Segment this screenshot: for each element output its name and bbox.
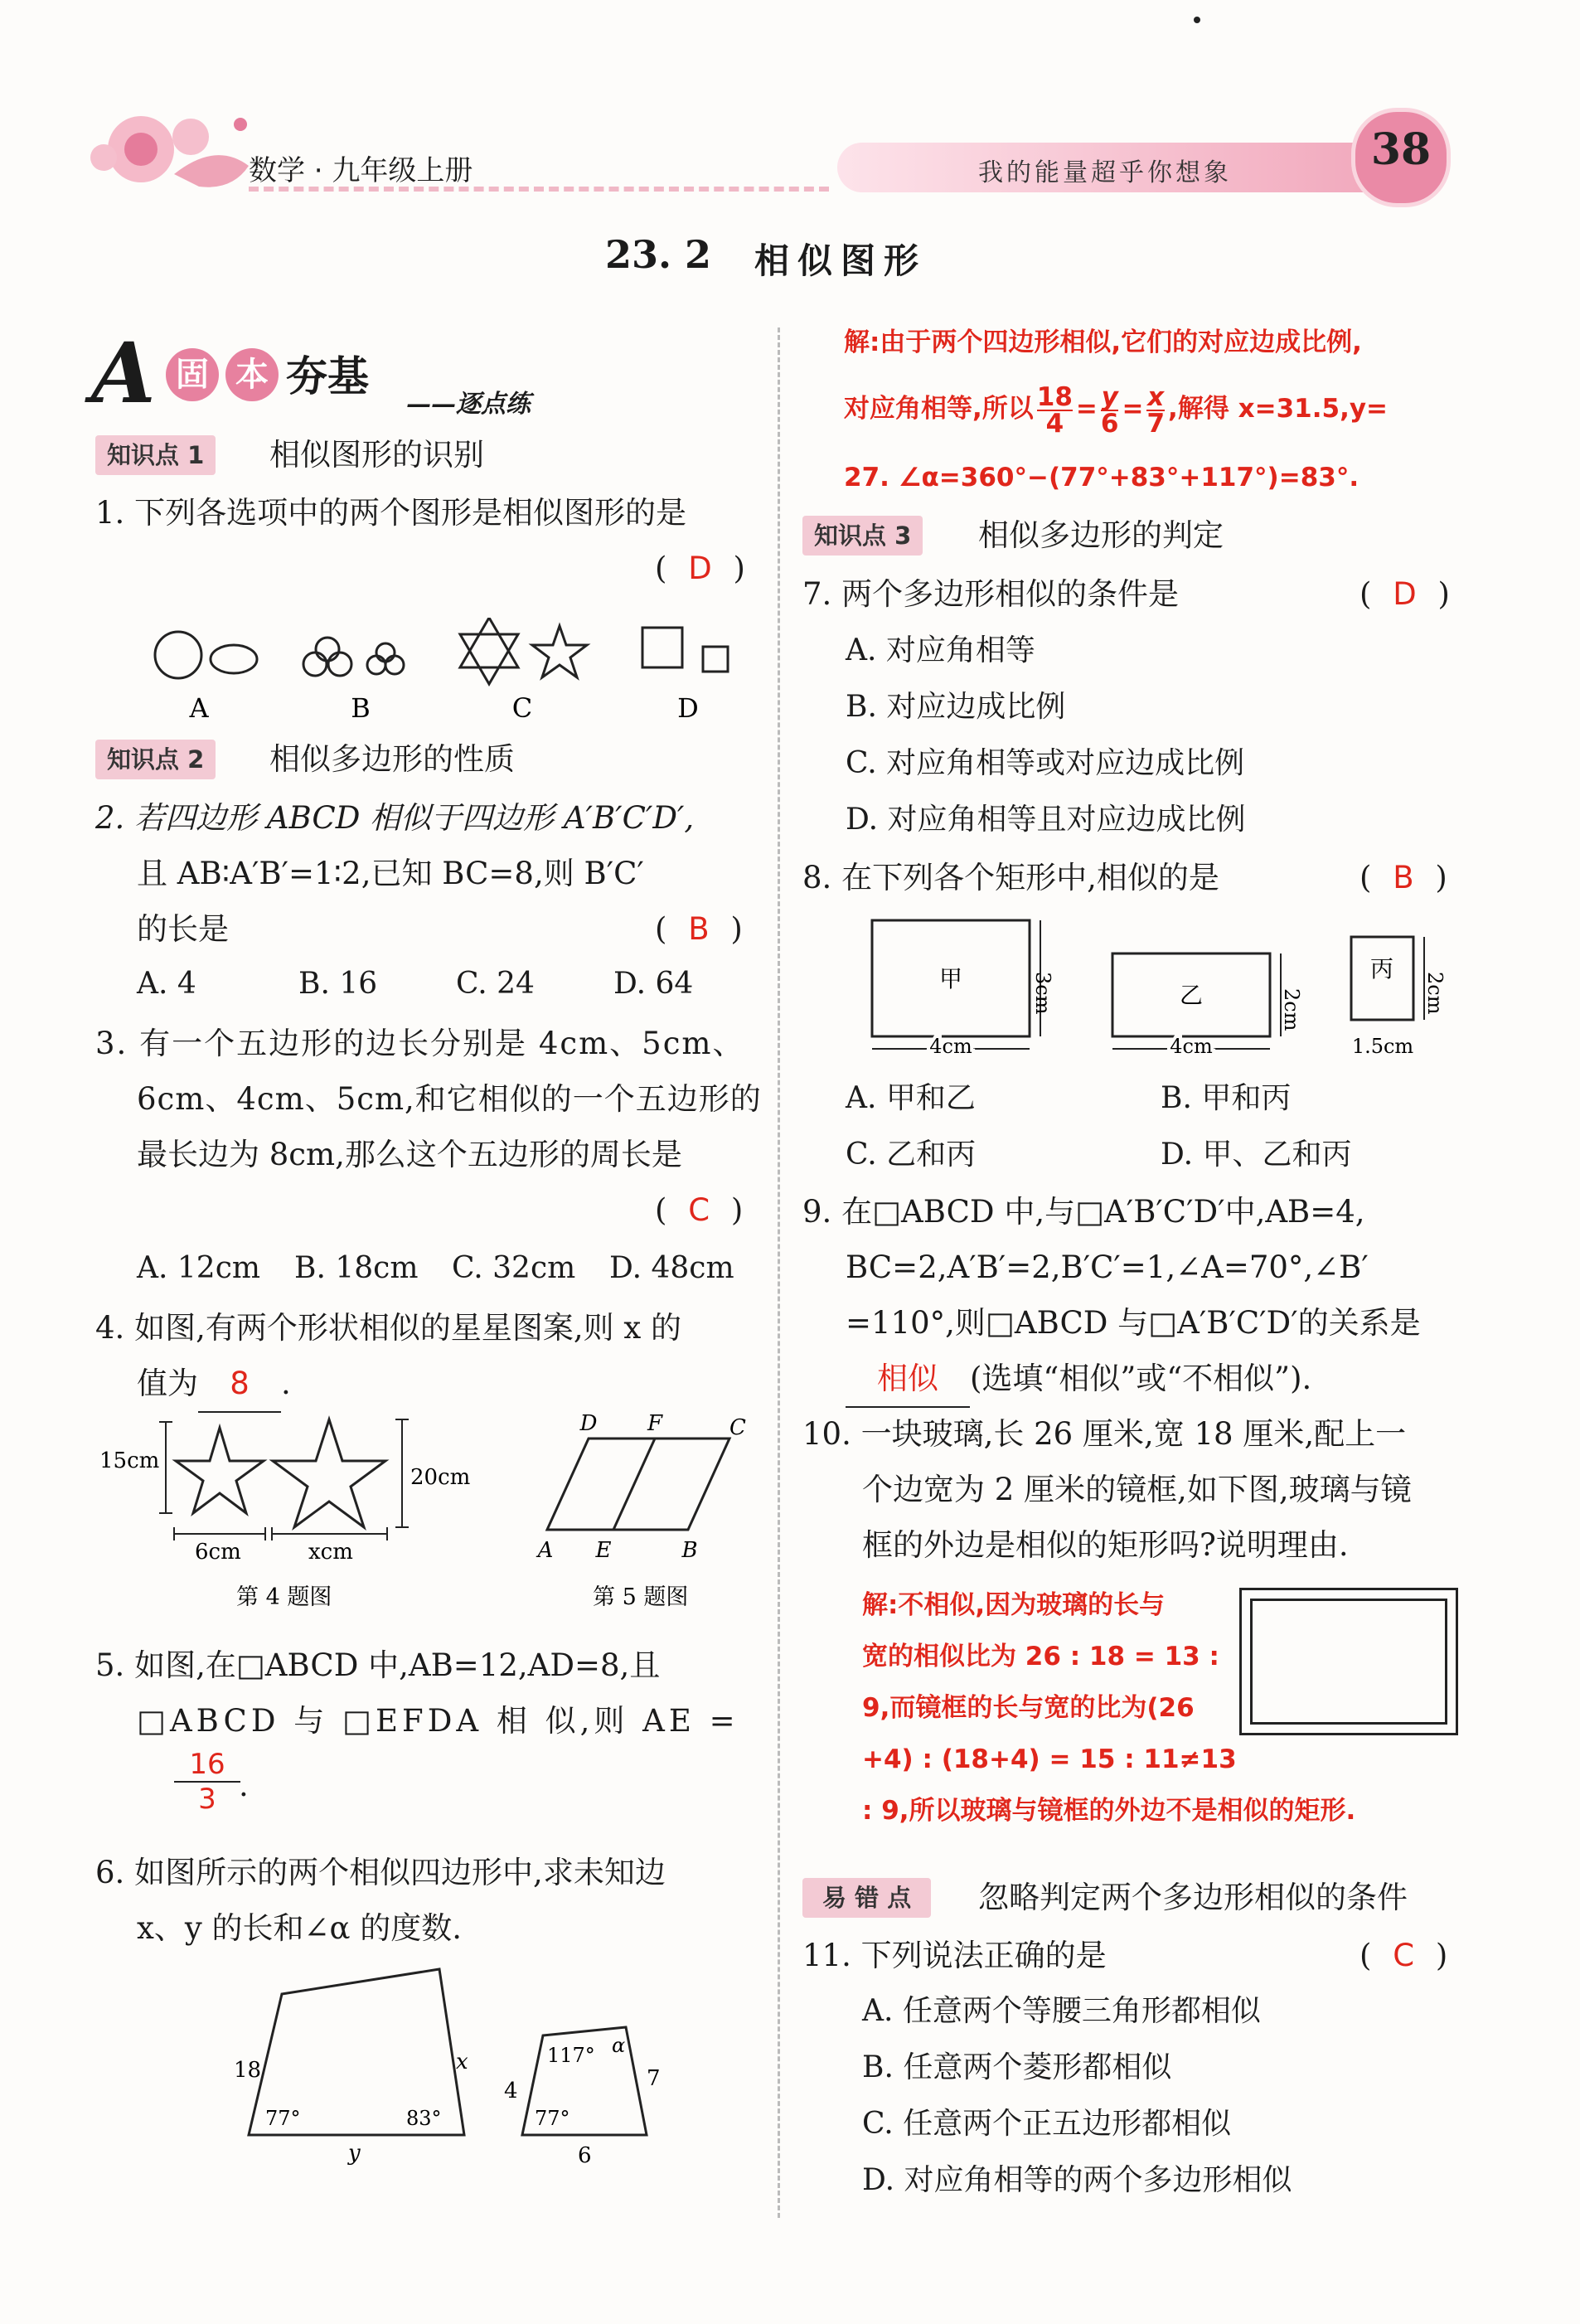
part-a-badge-1: 固 (166, 348, 219, 401)
fig4-w2: xcm (308, 1540, 353, 1565)
q6-fig-83: 83° (406, 2107, 442, 2130)
q10-line-2: 个边宽为 2 厘米的镜框,如下图,玻璃与镜 (862, 1472, 1412, 1507)
q11-text: 11. 下列说法正确的是 (802, 1938, 1107, 1973)
fig4-h1: 15cm (99, 1448, 160, 1473)
part-a-badge-2: 本 (225, 348, 279, 401)
q1-label-c: C (511, 692, 533, 724)
q10-frame-outer (1239, 1588, 1458, 1735)
sol10-line-2: 宽的相似比为 26 : 18 = 13 : (862, 1642, 1219, 1671)
q8-rect-3-width: 1.5cm (1351, 1035, 1414, 1058)
q11-answer: C (1393, 1938, 1415, 1973)
q8-rect-2-width: 4cm (1170, 1035, 1213, 1058)
q3-answer-slot (655, 1182, 754, 1238)
q10-line-3: 框的外边是相似的矩形吗?说明理由. (862, 1527, 1349, 1563)
q11-option-a: A. 任意两个等腰三角形都相似 (862, 1994, 1261, 2028)
sol10-line-4: +4) : (18+4) = 15 : 11≠13 (862, 1744, 1237, 1774)
q8-lparen: ( (1359, 860, 1372, 895)
q4-prefix: 值为 (137, 1366, 198, 1401)
section-title: 相似图形 (754, 240, 928, 281)
fig4-w1: 6cm (195, 1540, 241, 1565)
q8-option-a: A. 甲和乙 (846, 1081, 976, 1115)
q6-fig-4: 4 (504, 2079, 518, 2103)
knowledge-title-1: 相似图形的识别 (269, 437, 484, 473)
q11-answer-slot (1359, 1928, 1467, 1983)
q2-line-1: 2. 若四边形 ABCD 相似于四边形 A′B′C′D′, (95, 800, 695, 836)
part-a-letter: A (91, 324, 156, 422)
q7-option-b: B. 对应边成比例 (846, 690, 1066, 724)
q5-line-2: □ABCD 与 □EFDA 相 似,则 AE = (137, 1703, 739, 1739)
header-slogan: 我的能量超乎你想象 (978, 158, 1232, 187)
q2-line-2: 且 AB∶A′B′=1∶2,已知 BC=8,则 B′C′ (137, 856, 644, 891)
q3-line-1: 3. 有一个五边形的边长分别是 4cm、5cm、 (95, 1026, 745, 1061)
q2-option-a: A. 4 (137, 967, 196, 1001)
q3-option-c: C. 32cm (452, 1251, 576, 1285)
part-a-title: 夯基 (286, 352, 369, 400)
q6-fig-x: x (456, 2050, 468, 2074)
knowledge-tag-2: 知识点 2 (95, 740, 216, 779)
q8-text: 8. 在下列各个矩形中,相似的是 (802, 860, 1219, 895)
q6-figure (224, 1961, 688, 2176)
q4-line-2 (137, 1356, 291, 1413)
sol6-line-1: 解:由于两个四边形相似,它们的对应边成比例, (844, 327, 1362, 357)
q2-line-3: 的长是 (137, 911, 229, 947)
q1-answer-slot (655, 541, 754, 596)
q7-text: 7. 两个多边形相似的条件是 (802, 576, 1180, 612)
dot-mark (1194, 17, 1200, 23)
q4-line-1: 4. 如图,有两个形状相似的星星图案,则 x 的 (95, 1310, 681, 1346)
knowledge-title-3: 相似多边形的判定 (978, 517, 1224, 553)
sol10-line-5: : 9,所以玻璃与镜框的外边不是相似的矩形. (862, 1796, 1356, 1826)
q8-option-b: B. 甲和丙 (1161, 1081, 1292, 1115)
q8-rect-1-label: 甲 (938, 965, 963, 992)
q7-option-d: D. 对应角相等且对应边成比例 (846, 803, 1246, 837)
q3-answer: C (688, 1192, 710, 1228)
q1-text: 1. 下列各选项中的两个图形是相似图形的是 (95, 495, 687, 531)
q5-answer-numerator: 16 (189, 1748, 225, 1781)
error-tag: 易 错 点 (802, 1878, 931, 1918)
q2-option-b: B. 16 (298, 967, 378, 1001)
q4-suffix: . (281, 1366, 291, 1401)
q5-tail: . (239, 1768, 249, 1803)
q7-rparen: ) (1437, 576, 1450, 612)
q7-answer: D (1393, 576, 1417, 612)
q6-fig-18: 18 (234, 2058, 262, 2083)
q8-answer-slot (1359, 850, 1467, 905)
q8-answer: B (1393, 860, 1414, 895)
header-dashed-line (249, 187, 829, 192)
q3-line-2: 6cm、4cm、5cm,和它相似的一个五边形的 (137, 1081, 762, 1117)
sol6-frac-1 (1036, 381, 1073, 439)
q6-fig-77: 77° (265, 2107, 301, 2130)
q1-label-b: B (351, 692, 371, 724)
q9-answer: 相似 (846, 1351, 970, 1408)
sol6-line-3: 27. ∠α=360°−(77°+83°+117°)=83°. (844, 463, 1359, 492)
knowledge-tag-3: 知识点 3 (802, 516, 923, 556)
q1-label-a: A (189, 692, 209, 724)
q11-option-c: C. 任意两个正五边形都相似 (862, 2107, 1232, 2141)
part-a-subtitle: ——逐点练 (406, 390, 531, 419)
q9-line-3: =110°,则□ABCD 与□A′B′C′D′的关系是 (846, 1305, 1421, 1341)
q2-answer-slot (655, 901, 754, 957)
q5-answer-denominator: 3 (198, 1783, 216, 1816)
q6-fig-alpha: α (612, 2034, 626, 2057)
fig4-h2: 20cm (410, 1465, 471, 1490)
q6-line-2: x、y 的长和∠α 的度数. (137, 1910, 463, 1946)
q1-label-d: D (677, 692, 699, 724)
q7-lparen: ( (1359, 576, 1372, 612)
q3-line-3: 最长边为 8cm,那么这个五边形的周长是 (137, 1137, 682, 1172)
q4-answer: 8 (198, 1356, 281, 1413)
fig5-c: C (729, 1415, 746, 1440)
q11-rparen: ) (1435, 1938, 1448, 1973)
q8-option-c: C. 乙和丙 (846, 1138, 977, 1172)
q2-rparen: ) (730, 911, 743, 947)
q11-option-b: B. 任意两个菱形都相似 (862, 2050, 1172, 2084)
q9-line-2: BC=2,A′B′=2,B′C′=1,∠A=70°,∠B′ (846, 1249, 1369, 1285)
sol10-line-3: 9,而镜框的长与宽的比为(26 (862, 1693, 1195, 1723)
q1-rparen: ) (733, 551, 745, 586)
sol6-frac-1-num: 18 (1036, 381, 1073, 412)
q8-figure (854, 912, 1500, 1078)
q8-rect-1-width: 4cm (929, 1035, 972, 1058)
sol10-line-1: 解:不相似,因为玻璃的长与 (862, 1590, 1166, 1620)
q3-lparen: ( (655, 1192, 667, 1228)
sol6-frac-2 (1100, 381, 1119, 439)
q8-rect-3-height: 2cm (1423, 972, 1447, 1015)
q9-line-4 (846, 1351, 1311, 1408)
fig4-caption: 第 4 题图 (236, 1584, 332, 1608)
q8-option-d: D. 甲、乙和丙 (1161, 1138, 1352, 1172)
fig5-caption: 第 5 题图 (593, 1584, 689, 1608)
sol6-prefix: 对应角相等,所以 (844, 394, 1034, 424)
figures-4-5 (91, 1409, 771, 1608)
sol6-frac-2-den: 6 (1100, 408, 1119, 439)
q11-option-d: D. 对应角相等的两个多边形相似 (862, 2163, 1292, 2197)
q1-figure (141, 618, 746, 725)
q3-option-d: D. 48cm (609, 1251, 734, 1285)
fig5-a: A (537, 1538, 554, 1563)
sol6-line-2: 对应角相等,所以 $\frac{18}{4}$ = $\frac{y}{6}$ = $\frac{x}{7}$ ,解得 x=31.5,y= (844, 381, 1389, 439)
section-number: 23. 2 (605, 232, 712, 277)
column-divider (778, 327, 780, 2218)
q1-lparen: ( (655, 551, 667, 586)
q8-rparen: ) (1435, 860, 1447, 895)
q8-rect-2-height: 2cm (1280, 988, 1303, 1031)
q7-option-c: C. 对应角相等或对应边成比例 (846, 746, 1245, 780)
q1-answer: D (688, 551, 712, 586)
q3-option-a: A. 12cm (137, 1251, 260, 1285)
q6-fig-y: y (348, 2141, 361, 2166)
page-number: 38 (1370, 124, 1432, 175)
q8-rect-2-label: 乙 (1179, 982, 1204, 1009)
q7-answer-slot (1359, 566, 1467, 622)
q6-line-1: 6. 如图所示的两个相似四边形中,求未知边 (95, 1855, 666, 1890)
q6-fig-77b: 77° (535, 2107, 570, 2130)
sol6-frac-3-num: x (1147, 381, 1165, 412)
fig5-f: F (647, 1411, 663, 1436)
q11-lparen: ( (1359, 1938, 1372, 1973)
q6-fig-7: 7 (647, 2066, 661, 2091)
q2-lparen: ( (655, 911, 667, 947)
q9-hint: (选填“相似”或“不相似”). (970, 1361, 1312, 1396)
fig5-b: B (681, 1538, 698, 1563)
fig5-d: D (579, 1411, 598, 1436)
q8-rect-1-height: 3cm (1031, 972, 1054, 1015)
sol6-frac-3 (1146, 381, 1166, 439)
q10-line-1: 10. 一块玻璃,长 26 厘米,宽 18 厘米,配上一 (802, 1416, 1407, 1452)
q6-fig-117: 117° (547, 2044, 595, 2067)
q9-line-1: 9. 在□ABCD 中,与□A′B′C′D′中,AB=4, (802, 1194, 1365, 1230)
error-title: 忽略判定两个多边形相似的条件 (978, 1880, 1408, 1915)
sol6-frac-1-den: 4 (1045, 408, 1064, 439)
q2-option-c: C. 24 (456, 967, 535, 1001)
q8-rect-3-label: 丙 (1369, 955, 1394, 982)
q7-option-a: A. 对应角相等 (846, 633, 1035, 667)
q10-frame-inner (1250, 1599, 1447, 1725)
q6-fig-6: 6 (578, 2143, 592, 2168)
header-subject: 数学 · 九年级上册 (249, 154, 473, 187)
q2-option-d: D. 64 (613, 967, 694, 1001)
q5-line-1: 5. 如图,在□ABCD 中,AB=12,AD=8,且 (95, 1647, 661, 1683)
sol6-result: ,解得 x=31.5,y= (1168, 394, 1389, 424)
knowledge-title-2: 相似多边形的性质 (269, 741, 515, 777)
knowledge-tag-1: 知识点 1 (95, 435, 216, 475)
q3-option-b: B. 18cm (294, 1251, 419, 1285)
q3-rparen: ) (730, 1192, 744, 1228)
fig5-e: E (595, 1538, 612, 1563)
sol6-frac-2-num: y (1101, 381, 1118, 412)
q2-answer: B (688, 911, 710, 947)
sol6-frac-3-den: 7 (1146, 408, 1166, 439)
q5-answer-fraction (174, 1748, 240, 1816)
